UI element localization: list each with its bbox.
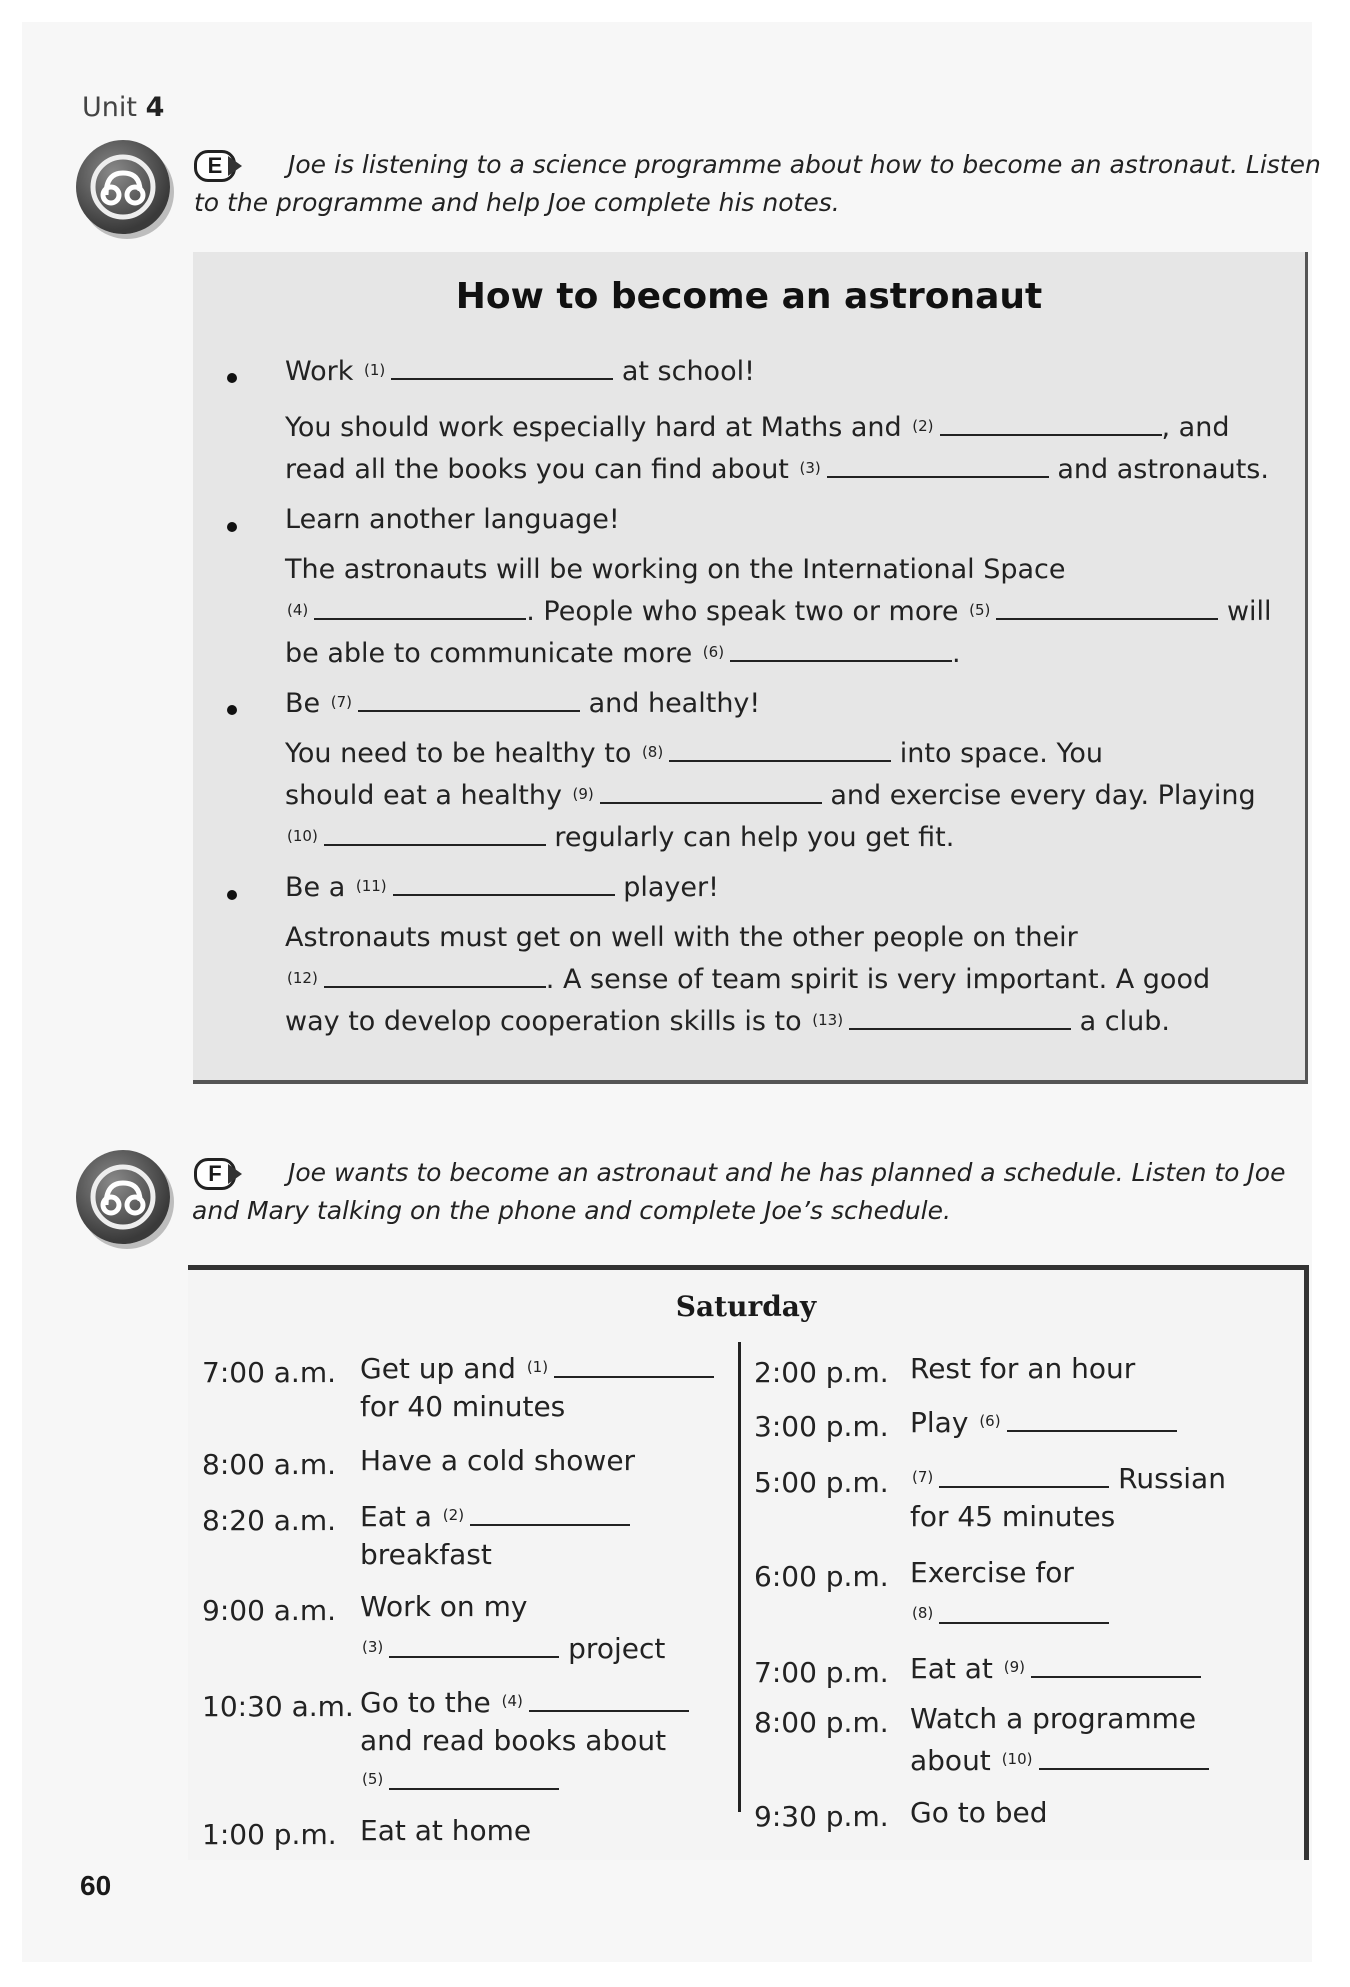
answer-blank-10[interactable] xyxy=(324,818,546,846)
notes-line: You should work especially hard at Maths and $^{(2)}$ , and xyxy=(285,408,1229,448)
schedule-blank-3[interactable] xyxy=(389,1630,559,1658)
time-label: 2:00 p.m. xyxy=(754,1356,889,1389)
activity: Go to bed xyxy=(910,1796,1048,1829)
activity: Play $^{(6)}$ xyxy=(910,1404,1177,1442)
exercise-f-instructions-line2: and Mary talking on the phone and complete Joe’s schedule. xyxy=(192,1196,951,1225)
answer-blank-1[interactable] xyxy=(391,352,613,380)
activity-continued: and read books about xyxy=(360,1724,667,1757)
notes-line: $^{(4)}$ . People who speak two or more $^{(5)}$ will xyxy=(285,592,1272,632)
bullet xyxy=(227,705,237,715)
activity-continued: about $^{(10)}$ xyxy=(910,1742,1209,1780)
notes-line: Astronauts must get on well with the other people on their xyxy=(285,922,1078,953)
schedule-blank-8[interactable] xyxy=(939,1596,1109,1624)
time-label: 6:00 p.m. xyxy=(754,1560,889,1593)
time-label: 9:30 p.m. xyxy=(754,1800,889,1833)
activity: Eat at home xyxy=(360,1814,532,1847)
answer-blank-11[interactable] xyxy=(393,868,615,896)
astronaut-notes-box xyxy=(193,252,1308,1084)
activity-continued: (5) xyxy=(360,1762,559,1800)
activity: Go to the $^{(4)}$ xyxy=(360,1684,689,1722)
answer-blank-12[interactable] xyxy=(324,960,546,988)
notes-line: should eat a healthy $^{(9)}$ and exercise every day. Playing xyxy=(285,776,1256,816)
notes-title: How to become an astronaut xyxy=(455,276,1043,317)
notes-line: The astronauts will be working on the International Space xyxy=(285,554,1066,585)
time-label: 3:00 p.m. xyxy=(754,1410,889,1443)
time-label: 8:00 p.m. xyxy=(754,1706,889,1739)
bullet xyxy=(227,522,237,532)
activity: Exercise for xyxy=(910,1556,1074,1589)
notes-line: Work $^{(1)}$ at school! xyxy=(285,352,755,392)
notes-line: Learn another language! xyxy=(285,504,620,535)
schedule-blank-4[interactable] xyxy=(529,1684,689,1712)
activity: Get up and $^{(1)}$ xyxy=(360,1350,714,1388)
activity-continued: for 40 minutes xyxy=(360,1390,566,1423)
answer-blank-9[interactable] xyxy=(600,776,822,804)
schedule-blank-10[interactable] xyxy=(1039,1742,1209,1770)
activity: $^{(7)}$ Russian xyxy=(912,1462,1226,1495)
time-label: 1:00 p.m. xyxy=(202,1818,337,1851)
exercise-e-instructions-line2: to the programme and help Joe complete his notes. xyxy=(194,188,840,217)
notes-line: Be a $^{(11)}$ player! xyxy=(285,868,719,908)
time-label: 10:30 a.m. xyxy=(202,1690,354,1723)
time-label: 7:00 a.m. xyxy=(202,1356,337,1389)
column-divider xyxy=(738,1342,741,1812)
answer-blank-4[interactable] xyxy=(314,592,526,620)
bullet xyxy=(227,373,237,383)
answer-blank-2[interactable] xyxy=(940,408,1162,436)
schedule-blank-9[interactable] xyxy=(1031,1650,1201,1678)
unit-label: Unit 4 xyxy=(82,92,165,123)
schedule-blank-5[interactable] xyxy=(389,1762,559,1790)
time-label: 5:00 p.m. xyxy=(754,1466,889,1499)
activity: Eat at $^{(9)}$ xyxy=(910,1650,1201,1688)
play-icon xyxy=(228,1164,242,1184)
activity: Have a cold shower xyxy=(360,1444,636,1477)
answer-blank-8[interactable] xyxy=(669,734,891,762)
notes-line: $^{(12)}$ . A sense of team spirit is very important. A good xyxy=(285,960,1210,1000)
time-label: 7:00 p.m. xyxy=(754,1656,889,1689)
activity-continued: breakfast xyxy=(360,1538,492,1571)
time-label: 8:00 a.m. xyxy=(202,1448,337,1481)
schedule-blank-1[interactable] xyxy=(554,1350,714,1378)
activity-continued: for 45 minutes xyxy=(910,1500,1116,1533)
answer-blank-5[interactable] xyxy=(996,592,1218,620)
activity: Watch a programme xyxy=(910,1702,1197,1735)
bullet xyxy=(227,890,237,900)
notes-line: Be $^{(7)}$ and healthy! xyxy=(285,684,760,724)
audio-cd-icon xyxy=(76,140,170,234)
notes-line: read all the books you can find about $^{(3)}$ and astronauts. xyxy=(285,450,1269,490)
answer-blank-3[interactable] xyxy=(827,450,1049,478)
activity: Work on my xyxy=(360,1590,528,1623)
answer-blank-13[interactable] xyxy=(849,1002,1071,1030)
time-label: 9:00 a.m. xyxy=(202,1594,337,1627)
answer-blank-6[interactable] xyxy=(730,634,952,662)
activity-continued: (8) xyxy=(910,1596,1109,1634)
audio-cd-icon xyxy=(76,1150,170,1244)
time-label: 8:20 a.m. xyxy=(202,1504,337,1537)
notes-line: You need to be healthy to $^{(8)}$ into space. You xyxy=(285,734,1103,774)
exercise-letter: F xyxy=(194,1158,236,1190)
activity: Eat a $^{(2)}$ xyxy=(360,1498,630,1536)
activity: Rest for an hour xyxy=(910,1352,1136,1385)
schedule-blank-6[interactable] xyxy=(1007,1404,1177,1432)
schedule-blank-7[interactable] xyxy=(939,1460,1109,1488)
notes-line: $^{(10)}$ regularly can help you get fit. xyxy=(285,818,954,858)
notes-line: way to develop cooperation skills is to $^{(13)}$ a club. xyxy=(285,1002,1170,1042)
answer-blank-7[interactable] xyxy=(358,684,580,712)
activity-continued: $^{(3)}$ project xyxy=(362,1632,666,1665)
page-number: 60 xyxy=(80,1870,112,1901)
notes-line: be able to communicate more $^{(6)}$ . xyxy=(285,634,961,674)
exercise-letter: E xyxy=(194,150,236,182)
exercise-f-instructions-line1: Joe wants to become an astronaut and he has planned a schedule. Listen to Joe xyxy=(288,1158,1286,1187)
saturday-schedule xyxy=(188,1265,1309,1860)
schedule-blank-2[interactable] xyxy=(470,1498,630,1526)
exercise-f-label[interactable] xyxy=(194,1158,242,1190)
exercise-e-label[interactable] xyxy=(194,150,242,182)
exercise-e-instructions-line1: Joe is listening to a science programme about how to become an astronaut. Listen xyxy=(288,150,1321,179)
play-icon xyxy=(228,156,242,176)
schedule-title: Saturday xyxy=(675,1290,817,1323)
